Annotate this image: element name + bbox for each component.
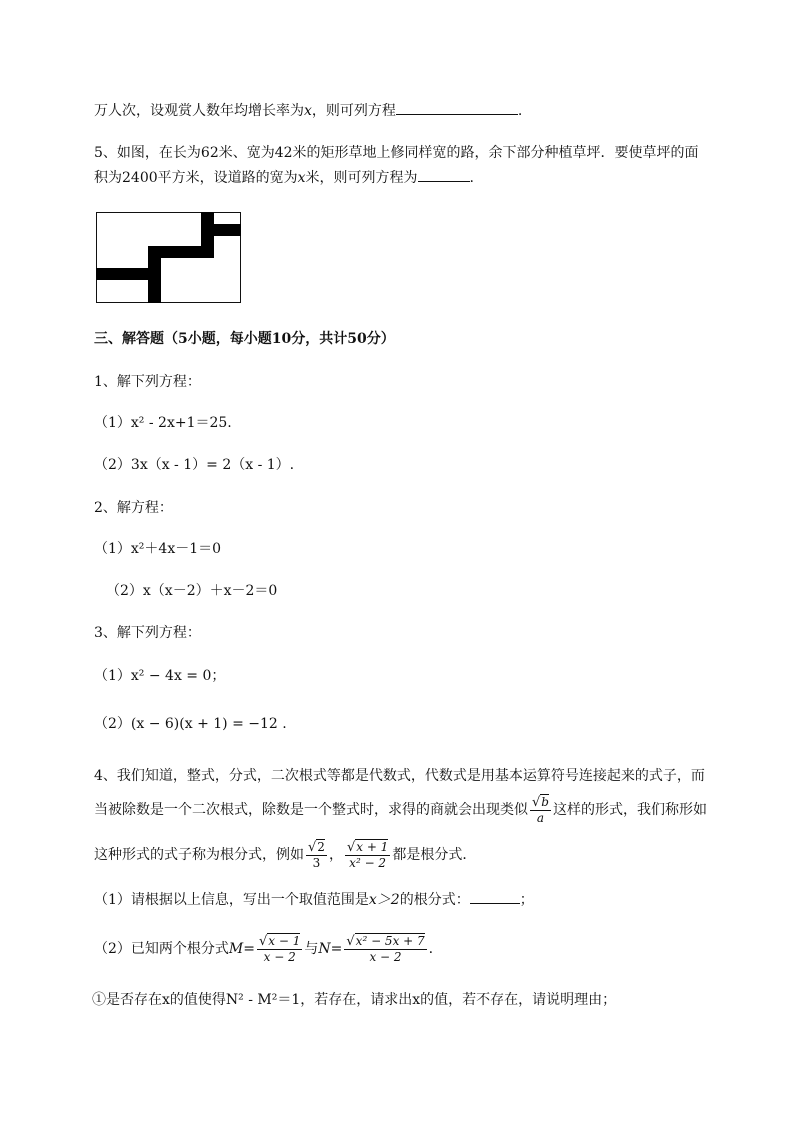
- p4-q2-and: 与: [304, 941, 319, 957]
- fraction-n: $\frac{\text{√x² − 5x + 7}}{x - 2}$: [346, 934, 425, 964]
- q5-line2-var: x: [297, 170, 306, 186]
- q5-line2-prefix: 积为2400平方米，设道路的宽为: [94, 170, 298, 186]
- p4-q2-part1: ①是否存在x的值使得N² - M²＝1，若存在，请求出x的值，若不存在，请说明理由；: [92, 992, 617, 1008]
- answer-blank[interactable]: [418, 169, 470, 182]
- answer-blank[interactable]: [470, 891, 520, 904]
- p4-sep: ，: [328, 847, 343, 863]
- n-label: N=: [318, 941, 343, 957]
- fraction-sqrt-b-over-a: $\frac{√b}{a}$: [532, 795, 549, 825]
- p3-part-a: （1）x² − 4x = 0；: [94, 668, 226, 684]
- p4-line2: [94, 795, 707, 825]
- sqrt-icon: √: [259, 934, 268, 949]
- sqrt-icon: √: [346, 840, 356, 855]
- p2-title: 2、解方程：: [94, 500, 173, 516]
- p4-q1-mid: 的根分式：: [399, 892, 470, 908]
- p4-line2-suffix: 这样的形式，我们称形如: [552, 802, 707, 818]
- p2-part-b: （2）x（x－2）＋x－2＝0: [106, 583, 278, 599]
- answer-blank[interactable]: [396, 102, 518, 115]
- p1-title: 1、解下列方程：: [94, 374, 201, 390]
- q4-tail-var: x: [304, 103, 312, 119]
- p3-part-b: （2）(x − 6)(x + 1) = −12 .: [94, 716, 287, 732]
- q4-tail-end: .: [517, 103, 523, 119]
- p4-line2-prefix: 当被除数是一个二次根式，除数是一个整式时，求得的商就会出现类似: [94, 802, 528, 818]
- sqrt-icon: √: [308, 840, 317, 855]
- q4-tail-line: [94, 101, 522, 121]
- q5-line2-suffix: 米，则可列方程为: [305, 170, 418, 186]
- p4-q2-end: .: [428, 941, 434, 957]
- p4-line3-prefix: 这种形式的式子称为根分式，例如: [94, 847, 304, 863]
- example-fraction-2: $\frac{√x + 1}{\text{x² − 2}}$: [346, 840, 389, 870]
- fraction-m: $\frac{√x - 1}{x - 2}$: [259, 934, 301, 964]
- p4-q1-end: ；: [519, 892, 534, 908]
- example-fraction-1: $\frac{√2}{3}$: [308, 840, 325, 870]
- p4-q1-prefix: （1）请根据以上信息，写出一个取值范围是: [94, 892, 369, 908]
- p4-q2-prefix: （2）已知两个根分式: [94, 941, 229, 957]
- sqrt-icon: √: [346, 934, 355, 949]
- sqrt-icon: √: [532, 795, 541, 810]
- p4-q2: [94, 934, 433, 964]
- p1-part-b: （2）3x（x - 1）= 2（x - 1）.: [94, 457, 295, 473]
- p4-line3-suffix: 都是根分式．: [392, 847, 477, 863]
- p4-q1: [94, 890, 534, 910]
- p3-title: 3、解下列方程：: [94, 625, 201, 641]
- q4-tail-suffix: ，则可列方程: [311, 103, 396, 119]
- p4-line3: [94, 840, 476, 870]
- q5-line2-end: .: [469, 170, 474, 186]
- q4-tail-prefix: 万人次，设观赏人数年均增长率为: [94, 103, 304, 119]
- m-label: M=: [228, 941, 255, 957]
- p4-q1-cond: x＞2: [368, 892, 400, 908]
- road-segment: [201, 224, 241, 236]
- road-diagram: [96, 212, 242, 304]
- section-title: 三、解答题（5小题，每小题10分，共计50分）: [94, 331, 395, 347]
- q5-line1: 5、如图，在长为62米、宽为42米的矩形草地上修同样宽的路，余下部分种植草坪．要使草坪的面: [94, 145, 699, 161]
- road-segment: [96, 268, 150, 280]
- p4-line1: 4、我们知道，整式，分式，二次根式等都是代数式，代数式是用基本运算符号连接起来的式子，而: [94, 768, 705, 784]
- p1-part-a: （1）x² - 2x+1＝25.: [94, 415, 232, 431]
- p2-part-a: （1）x²＋4x－1＝0: [94, 541, 222, 557]
- q5-line2: [94, 168, 474, 188]
